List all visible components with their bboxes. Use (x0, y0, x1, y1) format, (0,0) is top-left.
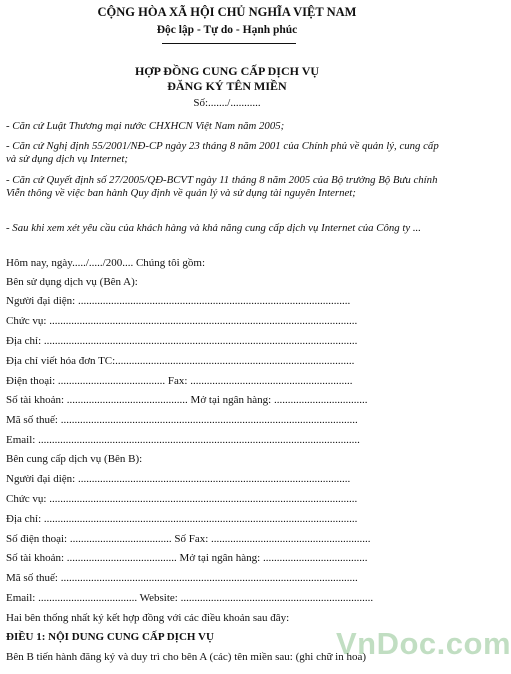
legal-basis-3: - Căn cứ Quyết định số 27/2005/QĐ-BCVT ngày 11 tháng 8 năm 2005 của Bộ trưởng Bộ Bưu chính Viễn thông về việc ban hành Quy định về quản lý và sử dụng tài nguyên Internet; (6, 174, 438, 199)
national-header: CỘNG HÒA XÃ HỘI CHỦ NGHĨA VIỆT NAM (97, 5, 357, 19)
legal-basis-1: - Căn cứ Luật Thương mại nước CHXHCN Việt Nam năm 2005; (6, 120, 285, 132)
party-b-phone-fax: Số điện thoại: ..................................... Số Fax: .......................................................... (6, 533, 371, 545)
agreement-line: Hai bên thống nhất ký kết hợp đồng với các điều khoản sau đây: (6, 612, 290, 624)
header-divider (162, 43, 296, 44)
party-a-position: Chức vụ: ................................................................................................................ (6, 315, 358, 327)
party-b-account: Số tài khoản: ........................................ Mở tại ngân hàng: ...................................... (6, 552, 368, 564)
contract-subtitle: ĐĂNG KÝ TÊN MIỀN (167, 79, 287, 93)
party-b-tax-code: Mã số thuế: ............................................................................................................ (6, 572, 358, 584)
party-b-address: Địa chỉ: .................................................................................................................. (6, 513, 358, 525)
party-b-heading: Bên cung cấp dịch vụ (Bên B): (6, 453, 143, 465)
party-a-invoice-address: Địa chỉ viết hóa đơn TC:....................................................................................... (6, 355, 355, 367)
party-a-tax-code: Mã số thuế: ............................................................................................................ (6, 414, 358, 426)
national-motto: Độc lập - Tự do - Hạnh phúc (156, 24, 298, 36)
article-1-heading: ĐIỀU 1: NỘI DUNG CUNG CẤP DỊCH VỤ (6, 631, 214, 643)
party-a-account: Số tài khoản: ............................................ Mở tại ngân hàng: .................................. (6, 394, 368, 406)
legal-basis-4: - Sau khi xem xét yêu cầu của khách hàng và khả năng cung cấp dịch vụ Internet của Công ty ... (6, 222, 421, 234)
party-a-phone-fax: Điện thoại: ....................................... Fax: ........................................................... (6, 375, 353, 387)
legal-basis-2: - Căn cứ Nghị định 55/2001/NĐ-CP ngày 23 tháng 8 năm 2001 của Chính phủ về quản lý, cung cấp và sử dụng dịch vụ Internet; (6, 140, 439, 165)
party-b-representative: Người đại diện: ................................................................................................... (6, 473, 351, 485)
party-a-address: Địa chỉ: .................................................................................................................. (6, 335, 358, 347)
date-line: Hôm nay, ngày...../...../200.... Chúng tôi gồm: (6, 257, 206, 269)
party-a-heading: Bên sử dụng dịch vụ (Bên A): (6, 276, 138, 288)
party-a-email: Email: ..................................................................................................................... (6, 434, 360, 446)
party-a-representative: Người đại diện: ................................................................................................... (6, 295, 351, 307)
party-b-email-website: Email: .................................... Website: ...................................................................... (6, 592, 374, 604)
party-b-position: Chức vụ: ................................................................................................................ (6, 493, 358, 505)
contract-number: Số:......./........... (193, 97, 261, 109)
watermark-logo: VnDoc.com (336, 626, 511, 661)
contract-title: HỢP ĐỒNG CUNG CẤP DỊCH VỤ (134, 64, 320, 78)
article-1-text: Bên B tiến hành đăng ký và duy trì cho bên A (các) tên miền sau: (ghi chữ in hoa) (6, 651, 367, 663)
